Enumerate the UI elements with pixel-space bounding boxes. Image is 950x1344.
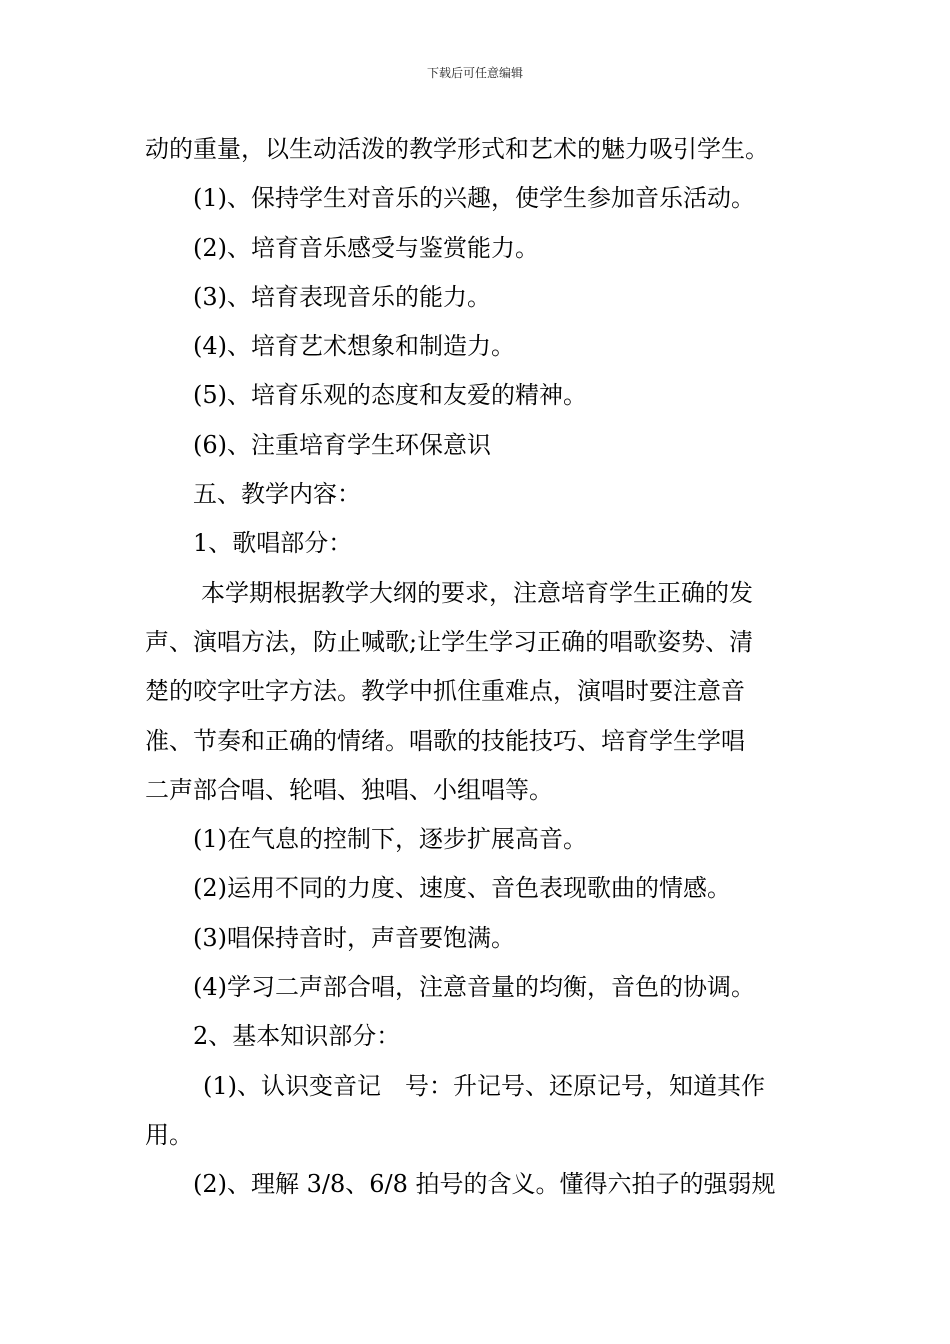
- paragraph-line: 二声部合唱、轮唱、独唱、小组唱等。: [145, 775, 553, 804]
- paragraph-line: 楚的咬字吐字方法。教学中抓住重难点，演唱时要注意音: [145, 677, 745, 706]
- list-item: (4)、培育艺术想象和制造力。: [193, 332, 515, 361]
- section-heading: 五、教学内容：: [193, 480, 361, 509]
- paragraph-line: 本学期根据教学大纲的要求，注意培育学生正确的发: [201, 578, 753, 607]
- page-header-note: 下载后可任意编辑: [426, 66, 523, 80]
- paragraph-line: 用。: [145, 1120, 193, 1149]
- list-item: (1)在气息的控制下，逐步扩展高音。: [193, 825, 587, 854]
- list-item: (1)、认识变音记 号：升记号、还原记号，知道其作: [203, 1071, 765, 1100]
- paragraph-line: 声、演唱方法，防止喊歌;让学生学习正确的唱歌姿势、清: [145, 627, 754, 656]
- paragraph-line: 准、节奏和正确的情绪。唱歌的技能技巧、培育学生学唱: [145, 726, 745, 755]
- list-item: (2)运用不同的力度、速度、音色表现歌曲的情感。: [193, 874, 731, 903]
- list-item: (5)、培育乐观的态度和友爱的精神。: [193, 381, 587, 410]
- subsection-heading: 1、歌唱部分：: [193, 529, 353, 558]
- subsection-heading: 2、基本知识部分：: [193, 1022, 401, 1051]
- list-item: (6)、注重培育学生环保意识: [193, 430, 491, 459]
- list-item: (2)、培育音乐感受与鉴赏能力。: [193, 233, 539, 262]
- list-item: (1)、保持学生对音乐的兴趣，使学生参加音乐活动。: [193, 184, 755, 213]
- list-item: (4)学习二声部合唱，注意音量的均衡，音色的协调。: [193, 973, 755, 1002]
- list-item: (2)、理解 3/8、6/8 拍号的含义。懂得六拍子的强弱规: [193, 1170, 776, 1199]
- document-body: [145, 125, 810, 1210]
- list-item: (3)、培育表现音乐的能力。: [193, 282, 491, 311]
- list-item: (3)唱保持音时，声音要饱满。: [193, 923, 515, 952]
- paragraph-line: 动的重量，以生动活泼的教学形式和艺术的魅力吸引学生。: [145, 135, 769, 163]
